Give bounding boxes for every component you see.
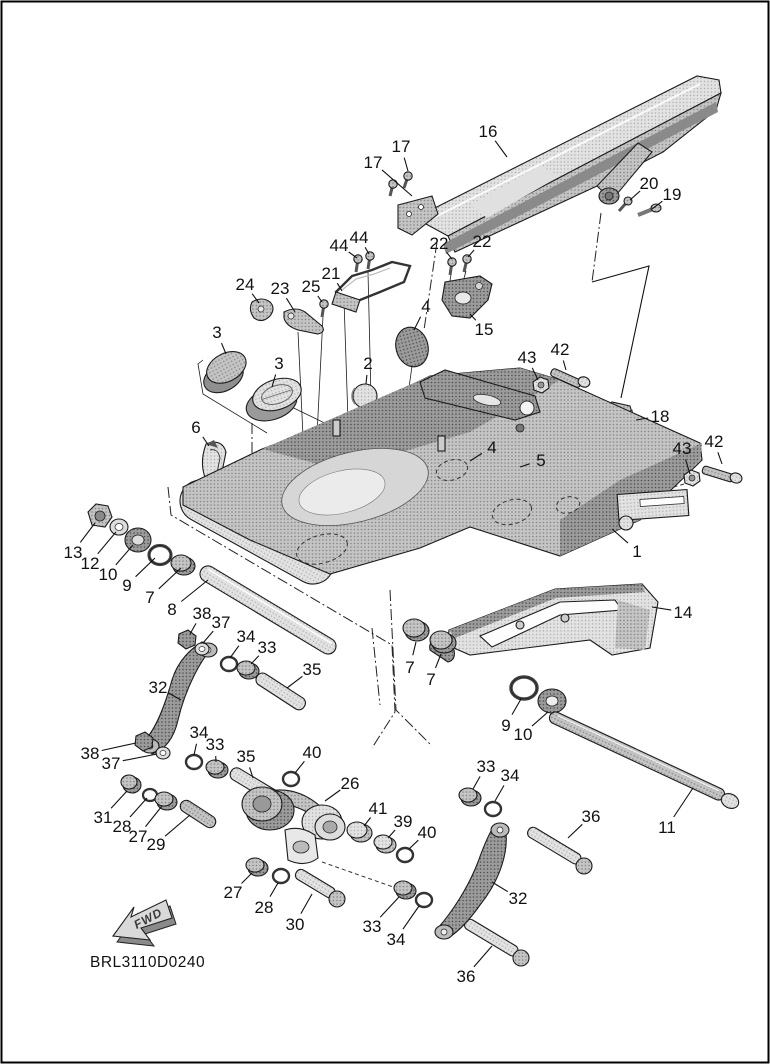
part-callout-26: 26 [340,774,360,793]
part-callout-20: 20 [639,174,659,193]
callout-leader-7 [159,568,181,589]
part-callout-22: 22 [429,234,449,253]
part-callout-4: 4 [487,438,497,457]
part-26-relay-arm [242,787,345,864]
part-callout-6: 6 [191,418,201,437]
callout-leader-22 [447,252,452,259]
callout-leader-39 [388,830,395,838]
callout-leader-32 [492,882,508,892]
callout-leader-36 [474,946,492,967]
callout-leader-38 [102,743,136,751]
part-callout-41: 41 [368,799,388,818]
part-callout-25: 25 [301,277,321,296]
part-callout-42: 42 [550,340,570,359]
part-callout-37: 37 [101,754,121,773]
part-callout-8: 8 [167,600,177,619]
part-callout-33: 33 [257,638,277,657]
part-callout-27: 27 [128,827,148,846]
part-callout-11: 11 [658,818,676,837]
bolt-19-fastener [638,204,661,215]
part-10-bearing-left [125,528,151,552]
part-callout-34: 34 [189,723,209,742]
part-callout-24: 24 [235,275,255,294]
callout-leader-28 [270,883,278,897]
callout-leader-3 [222,343,227,354]
callout-leader-13 [80,523,95,542]
callout-leader-11 [674,788,693,817]
callout-leader-9 [136,558,155,577]
callout-leader-42 [563,361,566,371]
callout-leader-25 [318,296,322,302]
part-callout-14: 14 [673,603,693,622]
bolt-44-fasteners [354,252,374,272]
part-callout-34: 34 [500,766,520,785]
part-3-cap-left [195,345,255,399]
part-30-bolt [294,868,345,907]
callout-leader-41 [364,818,371,827]
part-callout-29: 29 [146,835,166,854]
callout-leader-8 [181,580,208,602]
part-callout-39: 39 [393,812,413,831]
part-callout-33: 33 [476,757,496,776]
part-callout-43: 43 [672,439,692,458]
callout-leader-9 [512,699,521,715]
callout-leader-30 [301,894,312,914]
part-10-bearing-right [538,689,566,713]
fwd-direction-arrow [113,900,176,946]
part-callout-38: 38 [80,744,100,763]
part-callout-13: 13 [63,543,83,562]
part-callout-31: 31 [93,808,113,827]
callout-leader-34 [403,906,419,929]
drawing-code: BRL3110D0240 [90,954,206,971]
callout-leader-31 [111,791,127,808]
callout-leader-7 [413,642,416,655]
callout-leader-1 [612,529,628,543]
part-callout-18: 18 [650,407,670,426]
callout-leader-10 [116,545,133,565]
part-callout-15: 15 [474,320,494,339]
callout-leader-33 [380,897,399,917]
part-36-bolt-upper [526,825,592,874]
callout-leader-26 [325,790,340,801]
callout-leader-38 [190,623,196,634]
callout-leader-2 [366,375,367,384]
part-callout-34: 34 [236,627,256,646]
part-callout-5: 5 [536,451,546,470]
part-24-clamp [250,299,273,321]
part-callout-40: 40 [417,823,437,842]
part-callout-3: 3 [274,354,284,373]
part-callout-17: 17 [391,137,411,156]
callout-leader-34 [230,646,239,658]
callout-leader-12 [98,532,116,554]
part-9-seal-left [149,546,171,565]
part-callout-3: 3 [212,323,222,342]
part-callout-21: 21 [321,264,341,283]
part-callout-33: 33 [362,917,382,936]
part-callout-43: 43 [517,348,537,367]
callout-leader-22 [468,250,474,257]
callout-leader-37 [123,754,157,761]
part-callout-7: 7 [145,588,155,607]
part-callout-19: 19 [662,185,682,204]
callout-leader-17 [404,158,408,171]
callout-leader-34 [495,785,504,801]
part-callout-12: 12 [80,554,100,573]
part-16-chain-guard [398,76,721,254]
part-callout-36: 36 [581,807,601,826]
part-29-rod [178,798,218,830]
part-callout-35: 35 [302,660,322,679]
screw-20-fastener [619,197,632,211]
part-callout-10: 10 [513,725,533,744]
part-21-wire-clamp [332,262,410,312]
part-callout-10: 10 [98,565,118,584]
part-callout-28: 28 [254,898,274,917]
part-callout-44: 44 [329,236,349,255]
part-callout-44: 44 [349,228,369,247]
part-callout-33: 33 [205,735,225,754]
part-callout-37: 37 [211,613,231,632]
part-7-collar-left [171,555,195,575]
part-callout-23: 23 [270,279,290,298]
part-callout-32: 32 [508,889,528,908]
part-23-bracket [284,309,323,334]
callout-leader-27 [146,806,163,827]
part-callout-40: 40 [302,743,322,762]
callout-leader-29 [165,815,190,836]
part-callout-30: 30 [285,915,305,934]
part-callout-16: 16 [478,122,498,141]
part-9-seal-right [511,677,537,699]
part-callout-17: 17 [363,153,383,172]
part-13-nut [88,504,112,527]
screw-17-fasteners [389,172,412,196]
part-callout-42: 42 [704,432,724,451]
part-callout-4: 4 [421,297,431,316]
callout-leader-37 [203,631,213,643]
callout-leader-42 [718,452,722,464]
callout-leader-4 [414,317,421,330]
part-callout-32: 32 [148,678,168,697]
part-callout-27: 27 [223,883,243,902]
part-callout-34: 34 [386,930,406,949]
callout-leader-40 [295,761,304,773]
part-36-bolt-lower [463,917,529,966]
part-callout-38: 38 [192,604,212,623]
callout-leader-27 [242,873,253,884]
part-callout-22: 22 [472,232,492,251]
part-12-washer [110,519,128,535]
callout-leader-33 [473,776,480,789]
part-11-pivot-axle [547,710,741,811]
part-callout-1: 1 [632,542,642,561]
part-14-chain-stay [430,584,658,662]
callout-leader-28 [130,798,147,817]
part-callout-9: 9 [122,576,132,595]
callout-leader-34 [194,744,197,755]
part-4-cover-upper [391,324,432,371]
part-callout-7: 7 [426,670,436,689]
part-callout-2: 2 [363,354,373,373]
screw-25-fastener [320,300,328,317]
part-callout-7: 7 [405,658,415,677]
part-callout-35: 35 [236,747,256,766]
part-15-bracket [442,276,492,318]
part-callout-36: 36 [456,967,476,986]
callout-leader-10 [532,712,548,726]
callout-leader-35 [287,676,302,688]
part-callout-28: 28 [112,817,132,836]
fwd-arrow-label: FWD [131,905,165,932]
part-callout-9: 9 [501,716,511,735]
callout-leader-16 [495,141,507,157]
callout-leader-36 [568,824,582,838]
